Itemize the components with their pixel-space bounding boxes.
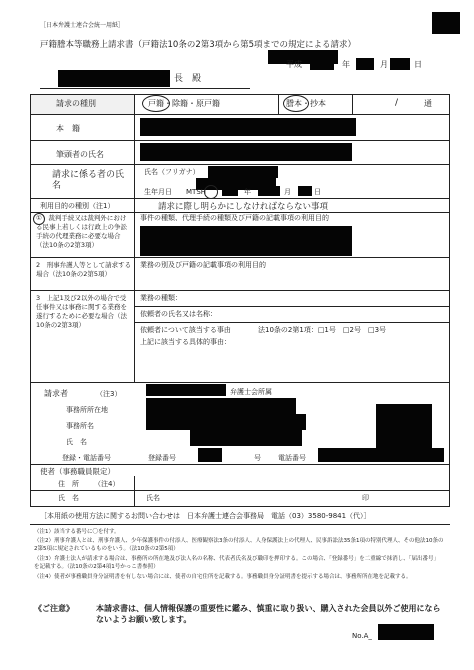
user-column-divider [134, 476, 135, 506]
redaction-reg-no [198, 448, 222, 462]
item3-divider-a [134, 306, 450, 307]
redaction-birth-month [258, 186, 280, 196]
note-3: （注3）弁護士法人が請求する場合は、事務所の所在地及び法人名の名称、代表者氏名及び職印を押印する。この場合、「登録番号」を二重線で抹消し、「届出番号」を記載する。（法10条の2第4項1号かっこ書参照） [34, 556, 440, 570]
table-right-border [449, 94, 450, 506]
notes-divider [30, 524, 450, 525]
item3-client-applicable: 依頼者について該当する事由 [140, 326, 231, 334]
row-divider-7 [30, 290, 450, 291]
phone-label: 電話番号 [278, 454, 306, 462]
kind-copy-divider [278, 94, 279, 114]
birth-era-circle [204, 185, 218, 199]
reg-phone-label: 登録・電話番号 [62, 454, 111, 462]
row-divider-3 [30, 164, 450, 165]
redaction-date-day [390, 58, 410, 70]
item3-divider-b [134, 322, 450, 323]
caution-text: 本請求書は、個人情報保護の重要性に鑑み、慎重に取り扱い、購入された会員以外ご使用にならないようお願い致します。 [96, 604, 441, 624]
item3-client: 依頼者の氏名又は名称： [140, 310, 217, 318]
note-1: （注1）該当する番号に〇を付す。 [34, 529, 120, 535]
redaction-phone [318, 448, 444, 462]
row-divider-2 [30, 140, 450, 141]
count-slash: / [395, 98, 399, 108]
birth-year-label: 年 [244, 188, 251, 196]
redaction-requester-name [190, 430, 302, 446]
caution-label: 《ご注意》 [34, 604, 74, 613]
redaction-birth-year [222, 186, 238, 196]
reg-no-label: 登録番号 [148, 454, 176, 462]
row-divider-9 [30, 464, 450, 465]
item3-text[interactable]: 3 上記1及び2以外の場合で受任事件又は事務に関する業務を遂行するために必要な場合（法10条の2第3項） [36, 294, 127, 329]
kind-options[interactable]: 戸籍・除籍・原戸籍 [148, 99, 220, 108]
subject-label: 請求に係る者の氏名 [52, 170, 125, 191]
addressee-suffix: 長 殿 [174, 74, 202, 84]
row-divider-8 [30, 382, 450, 383]
redaction-item1 [140, 226, 352, 256]
copy-options[interactable]: 謄本・抄本 [286, 99, 326, 108]
redaction-serial [432, 12, 460, 34]
date-day-label: 日 [414, 60, 422, 69]
redaction-date-month [356, 58, 374, 70]
user-label: 使者（事務職員限定） [40, 467, 115, 476]
user-address-label: 住 所 [58, 480, 79, 488]
redaction-date-year [310, 58, 334, 70]
birth-era: MTSH [186, 188, 207, 196]
date-month-label: 月 [380, 60, 388, 69]
birth-label: 生年月日 [144, 188, 172, 196]
redaction-bar-association [146, 384, 226, 396]
item3-column-divider [134, 290, 135, 382]
user-name-field[interactable]: 氏名 [146, 494, 160, 502]
hittousha-label: 筆頭者の氏名 [56, 150, 104, 159]
item3-choices[interactable]: 法10条の2第1項：□1号 □2号 □3号 [258, 326, 387, 334]
table-bottom-border [30, 506, 450, 507]
note-4: （注4）使者が事務職員身分証明書を有しない場合には、使者の自宅住所を記載する。事務職員身分証明書を提示する場合は、事務所所在地を記載する。 [34, 574, 412, 580]
user-address-note: （注4） [94, 480, 120, 488]
item1-text[interactable]: ① 裁判手続又は裁判外における民事上若しくは行政上の争訟手続の代理業務に必要な場合（法10条の2第3項） [36, 214, 127, 249]
office-name-label: 事務所名 [66, 422, 94, 430]
bar-suffix: 弁護士会所属 [230, 388, 272, 396]
redaction-honseki [140, 118, 356, 136]
copy-selected-circle [283, 95, 309, 112]
item1-detail: 事件の種類、代理手続の種類及び戸籍の記載事項の利用目的 [140, 214, 329, 222]
requester-label: 請求者 [44, 389, 68, 398]
furigana-label: 氏名（フリガナ） [144, 168, 200, 176]
birth-day-label: 日 [314, 188, 321, 196]
note-2: （注2）刑事弁護人とは、刑事弁護人、少年保護事件の付添人、医療観察法3条の付添人、人身保護法上の代理人、民事訴訟法35条1項の特別代理人、その他法10条の2第5項に規定されているものをいう。（法10条の2第5項） [34, 538, 444, 552]
redaction-office-location [146, 398, 296, 414]
label-column-divider [134, 94, 135, 296]
honseki-label: 本 籍 [56, 124, 80, 133]
row-divider-10 [30, 490, 450, 491]
redaction-birth-day [298, 186, 312, 196]
redaction-hittousha [140, 143, 352, 161]
must-state-label: 請求に際し明らかにしなければならない事項 [158, 202, 329, 212]
redaction-addressee [58, 70, 170, 87]
requester-name-label: 氏 名 [66, 438, 87, 446]
office-location-label: 事務所所在地 [66, 406, 108, 414]
form-title: 戸籍謄本等職務上請求書（戸籍法10条の2第3項から第5項までの規定による請求） [40, 40, 357, 50]
item3-reason: 上記に該当する具体的事由： [140, 338, 231, 346]
item3-business: 業務の種類： [140, 294, 182, 302]
requester-note: （注3） [96, 390, 122, 398]
purpose-type-label: 利用目的の種別（注1） [40, 202, 115, 210]
item2-text[interactable]: 2 刑事弁護人等として請求する場合（法10条の2第5項） [36, 261, 132, 278]
reg-no-suffix: 号 [254, 454, 261, 462]
user-seal: 印 [362, 494, 369, 502]
user-name-label: 氏 名 [58, 494, 79, 502]
form-tag: ［日本弁護士連合会統一用紙］ [40, 22, 125, 29]
redaction-seal [376, 404, 432, 454]
footer-no-label: No.A_ [352, 632, 372, 640]
item2-detail: 業務の別及び戸籍の記載事項の利用目的 [140, 261, 266, 269]
date-era: 平成 [286, 60, 302, 69]
row-divider-5 [30, 212, 450, 213]
row-divider-4 [30, 198, 450, 199]
addressee-underline [40, 88, 250, 89]
redaction-footer-no [378, 624, 434, 640]
table-left-border [30, 94, 31, 506]
row-divider-1 [30, 114, 450, 115]
copy-count-divider [352, 94, 353, 114]
kind-selected-circle [142, 95, 170, 112]
kind-label: 請求の種別 [56, 99, 96, 108]
row-divider-6 [30, 257, 450, 258]
birth-month-label: 月 [284, 188, 291, 196]
redaction-furigana [208, 166, 278, 178]
count-unit: 通 [424, 99, 432, 108]
date-year-label: 年 [342, 60, 350, 69]
contact-info: ［本用紙の使用方法に関するお問い合わせは 日本弁護士連合会事務局 電話（03）3580-9841（代）］ [40, 512, 371, 520]
redaction-office-name [146, 414, 306, 430]
